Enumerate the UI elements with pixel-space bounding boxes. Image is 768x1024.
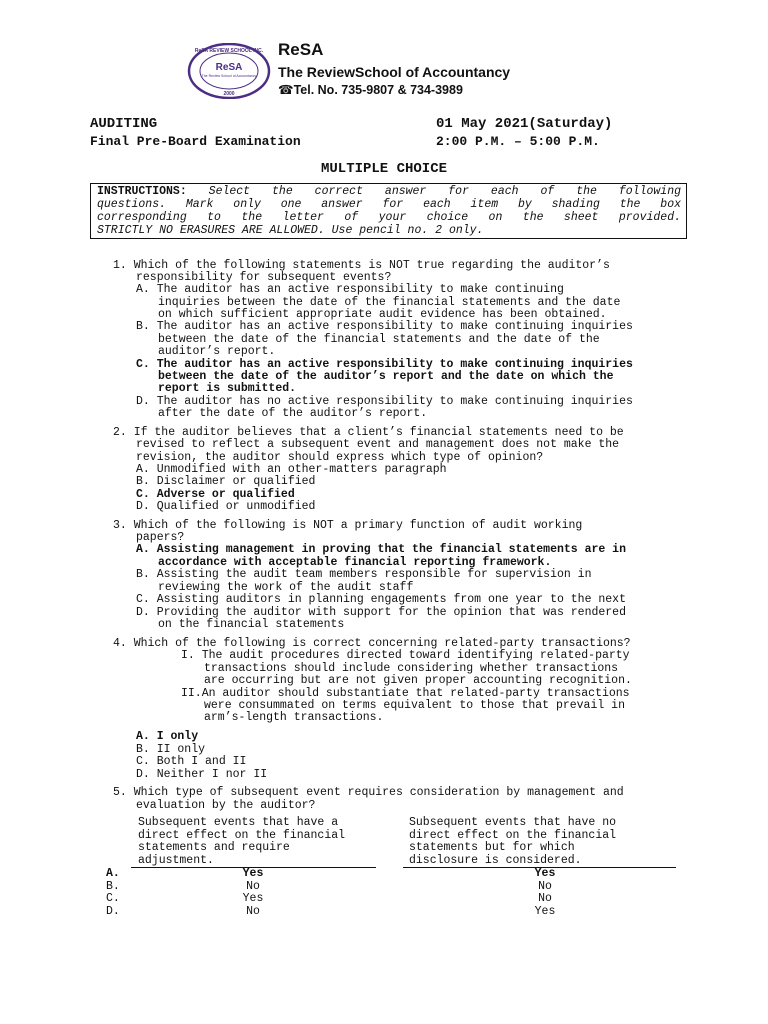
q1-option-d: D. The auditor has no active responsibility to make continuing inquiries (136, 395, 633, 408)
telephone-icon: ☎ (278, 83, 294, 97)
q5-row-b-letter: B. (106, 880, 120, 893)
q2-option-b: B. Disclaimer or qualified (136, 475, 316, 488)
q2-option-c: C. Adverse or qualified (136, 488, 295, 501)
q5-stem-1: 5. Which type of subsequent event requires consideration by management and (113, 786, 624, 799)
q5-row-a-letter: A. (106, 867, 120, 880)
q1-option-a-3: on which sufficient appropriate audit evidence has been obtained. (158, 308, 607, 321)
svg-text:2000: 2000 (223, 91, 235, 97)
q1-stem-1: 1. Which of the following statements is NOT true regarding the auditor’s (113, 259, 610, 272)
q2-option-a: A. Unmodified with an other-matters paragraph (136, 463, 447, 476)
q2-stem-2: revised to reflect a subsequent event and management does not make the (136, 438, 620, 451)
q4-statement-i-3: are occurring but are not given proper accounting recognition. (204, 674, 632, 687)
exam-title: Final Pre-Board Examination (90, 134, 301, 149)
q4-option-c: C. Both I and II (136, 755, 247, 768)
svg-text:ReSA: ReSA (215, 62, 243, 73)
q5-row-d-col2: Yes (534, 905, 556, 918)
q1-option-c: C. The auditor has an active responsibility to make continuing inquiries (136, 358, 633, 371)
q4-statement-ii-3: arm’s-length transactions. (204, 711, 384, 724)
q4-statement-i-2: transactions should include considering whether transactions (204, 662, 619, 675)
q4-statement-ii: II.An auditor should substantiate that related-party transactions (181, 687, 630, 700)
q3-option-a: A. Assisting management in proving that the financial statements are in (136, 543, 626, 556)
section-title: MULTIPLE CHOICE (320, 161, 448, 177)
q1-option-b-2: between the date of the financial statements and the date of the (158, 333, 600, 346)
q5-row-c-col1: Yes (242, 892, 264, 905)
q4-statement-ii-2: were consummated on terms equivalent to those that prevail in (204, 699, 625, 712)
q4-option-b: B. II only (136, 743, 206, 756)
instructions-label: INSTRUCTIONS: (97, 185, 187, 198)
q3-stem-2: papers? (136, 531, 185, 544)
q1-option-c-2: between the date of the auditor’s report and the date on which the (158, 370, 614, 383)
q1-option-b-3: auditor’s report. (158, 345, 276, 358)
org-phone (278, 82, 463, 97)
q3-stem-1: 3. Which of the following is NOT a primary function of audit working (113, 519, 583, 532)
instructions-line-1: INSTRUCTIONS: Select the correct answer for each of the following (97, 185, 681, 198)
q5-row-d-col1: No (246, 905, 260, 918)
q4-option-a: A. I only (136, 730, 199, 743)
instructions-line-2: questions. Mark only one answer for each item by shading the box (97, 198, 681, 211)
q5-row-b-col2: No (538, 880, 552, 893)
q4-option-d: D. Neither I nor II (136, 768, 268, 781)
phone-number: Tel. No. 735-9807 & 734-3989 (293, 83, 463, 97)
resa-seal-logo (187, 43, 271, 99)
q1-option-b: B. The auditor has an active responsibility to make continuing inquiries (136, 320, 633, 333)
q2-stem-3: revision, the auditor should express which type of opinion? (136, 451, 544, 464)
q2-stem-1: 2. If the auditor believes that a client’s financial statements need to be (113, 426, 624, 439)
q4-statement-i: I. The audit procedures directed toward identifying related-party (181, 649, 630, 662)
svg-text:ReSA REVIEW SCHOOL INC.: ReSA REVIEW SCHOOL INC. (194, 48, 264, 54)
q5-row-a-col2: Yes (534, 867, 556, 880)
q5-row-b-col1: No (246, 880, 260, 893)
q1-option-a-2: inquiries between the date of the financial statements and the date (158, 296, 621, 309)
org-name: ReSA (278, 40, 324, 59)
q5-col1-header: Subsequent events that have a direct effect on the financial statements and require adjustment. (138, 816, 346, 867)
exam-date: 01 May 2021(Saturday) (436, 116, 613, 132)
q3-option-a-2: accordance with acceptable financial reporting framework. (158, 556, 552, 569)
instructions-line-4: STRICTLY NO ERASURES ARE ALLOWED. Use pencil no. 2 only. (97, 224, 484, 237)
q5-row-d-letter: D. (106, 905, 120, 918)
q1-stem-2: responsibility for subsequent events? (136, 271, 392, 284)
exam-subject: AUDITING (90, 116, 158, 132)
q2-option-d: D. Qualified or unmodified (136, 500, 316, 513)
svg-text:The Review School of Accountan: The Review School of Accountancy (201, 74, 257, 78)
q1-option-a: A. The auditor has an active responsibility to make continuing (136, 283, 564, 296)
instructions-box (90, 183, 687, 239)
q3-option-b: B. Assisting the audit team members responsible for supervision in (136, 568, 592, 581)
q1-option-d-2: after the date of the auditor’s report. (158, 407, 428, 420)
q3-option-d: D. Providing the auditor with support for the opinion that was rendered (136, 606, 626, 619)
q3-option-b-2: reviewing the work of the audit staff (158, 581, 414, 594)
q5-row-c-letter: C. (106, 892, 120, 905)
q4-stem: 4. Which of the following is correct concerning related-party transactions? (113, 637, 631, 650)
q5-row-c-col2: No (538, 892, 552, 905)
q5-row-a-col1: Yes (242, 867, 264, 880)
exam-time: 2:00 P.M. – 5:00 P.M. (436, 134, 600, 149)
q5-col2-header: Subsequent events that have no direct effect on the financial statements but for which disclosure is considered. (409, 816, 617, 867)
instructions-line-3: corresponding to the letter of your choice on the sheet provided. (97, 211, 681, 224)
q3-option-c: C. Assisting auditors in planning engagements from one year to the next (136, 593, 626, 606)
q3-option-d-2: on the financial statements (158, 618, 345, 631)
q1-option-c-3: report is submitted. (158, 382, 297, 395)
q5-stem-2: evaluation by the auditor? (136, 799, 316, 812)
org-full-name: The ReviewSchool of Accountancy (278, 64, 511, 80)
